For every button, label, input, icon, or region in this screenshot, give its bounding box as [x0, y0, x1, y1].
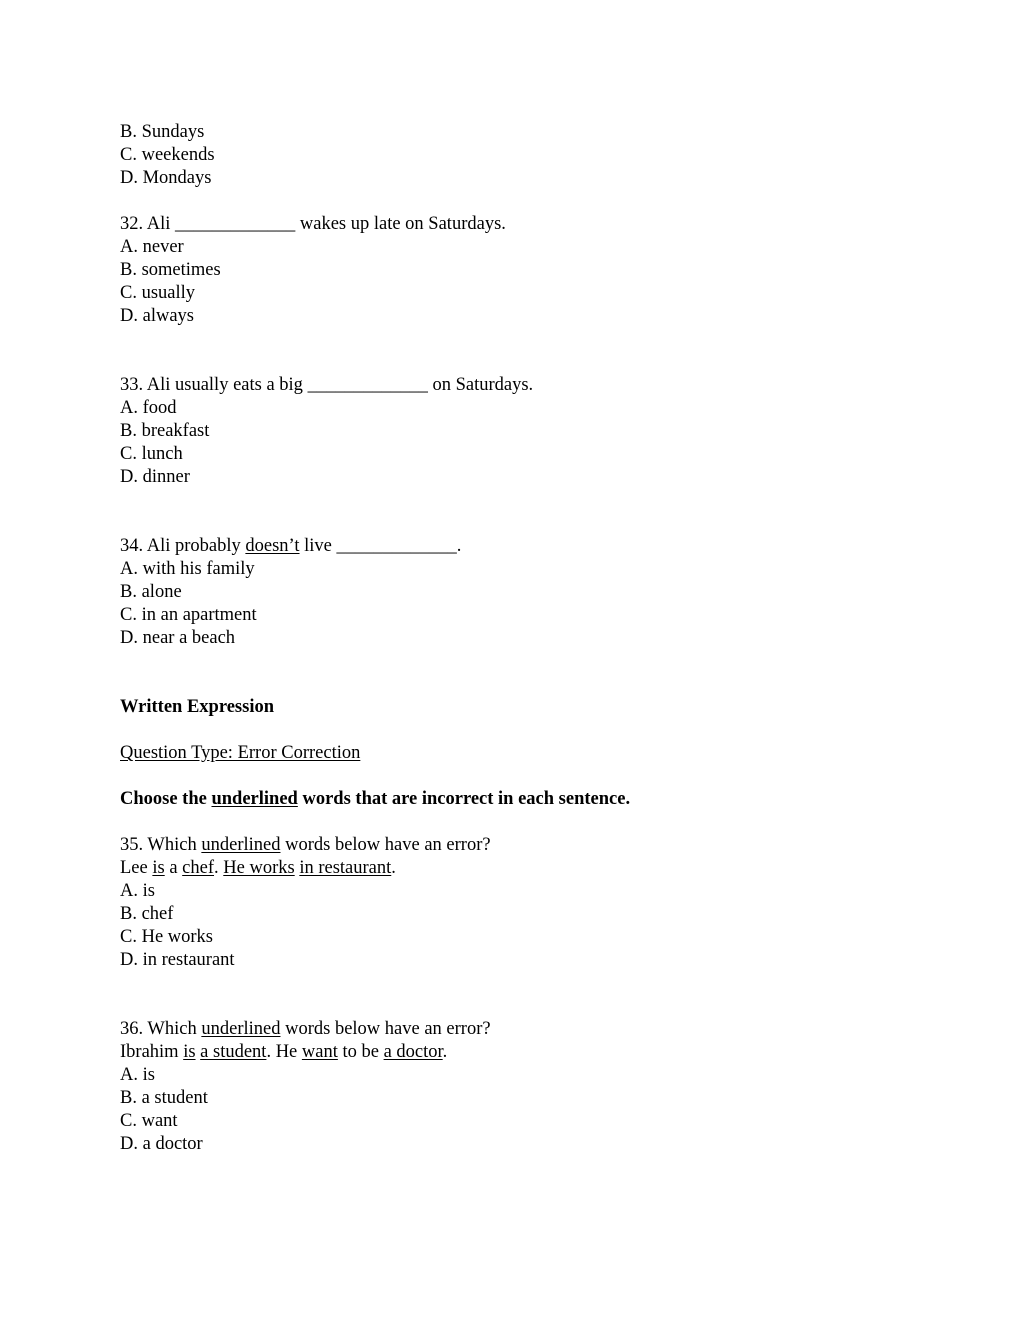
underlined-word: He works	[223, 858, 295, 878]
option-c: C. lunch	[120, 444, 183, 464]
question-35-sentence: Lee is a chef. He works in restaurant.	[120, 858, 396, 878]
option-b: B. alone	[120, 582, 182, 602]
option-d: D. in restaurant	[120, 950, 235, 970]
question-31-options	[120, 121, 920, 190]
question-32	[120, 213, 920, 328]
option-c: C. usually	[120, 283, 196, 303]
section-heading: Written Expression	[120, 697, 275, 717]
option-b: B. breakfast	[120, 421, 210, 441]
question-34	[120, 535, 920, 650]
question-36-sentence: Ibrahim is a student. He want to be a doctor.	[120, 1042, 448, 1062]
option-d: D. always	[120, 306, 194, 326]
underlined-word: want	[301, 1042, 338, 1062]
question-33	[120, 374, 920, 489]
option-a: A. with his family	[120, 559, 255, 579]
option-d: D. Mondays	[120, 168, 212, 188]
answer-blank: _____________	[307, 375, 428, 395]
underlined-word: chef	[182, 858, 215, 878]
option-b: B. sometimes	[120, 260, 221, 280]
option-b: B. chef	[120, 904, 174, 924]
underlined-word: a student	[200, 1042, 267, 1062]
option-d: D. a doctor	[120, 1134, 203, 1154]
question-35	[120, 834, 920, 972]
option-a: A. never	[120, 237, 184, 257]
question-36	[120, 1018, 920, 1156]
question-34-prompt: 34. Ali probably doesn’t live _____________.	[120, 536, 462, 556]
question-type-label: Question Type: Error Correction	[120, 743, 361, 763]
option-d: D. near a beach	[120, 628, 236, 648]
option-a: A. is	[120, 1065, 155, 1085]
question-32-prompt: 32. Ali _____________ wakes up late on Saturdays.	[120, 214, 506, 234]
option-c: C. want	[120, 1111, 178, 1131]
underlined-word: is	[152, 858, 165, 878]
option-b: B. a student	[120, 1088, 208, 1108]
option-c: C. in an apartment	[120, 605, 257, 625]
underlined-word: in restaurant	[299, 858, 392, 878]
option-a: A. is	[120, 881, 155, 901]
answer-blank: _____________	[175, 214, 296, 234]
option-c: C. He works	[120, 927, 214, 947]
option-d: D. dinner	[120, 467, 190, 487]
underlined-word: a doctor	[383, 1042, 443, 1062]
question-36-prompt: 36. Which underlined words below have an error?	[120, 1019, 491, 1039]
section-instruction: Choose the underlined words that are incorrect in each sentence.	[120, 789, 631, 809]
underlined-word: is	[183, 1042, 196, 1062]
question-33-prompt: 33. Ali usually eats a big _____________ on Saturdays.	[120, 375, 534, 395]
worksheet-page	[120, 121, 920, 1156]
answer-blank: _____________	[336, 536, 457, 556]
option-c: C. weekends	[120, 145, 215, 165]
option-b: B. Sundays	[120, 122, 205, 142]
underlined-word: doesn’t	[245, 536, 300, 556]
option-a: A. food	[120, 398, 177, 418]
question-35-prompt: 35. Which underlined words below have an error?	[120, 835, 491, 855]
